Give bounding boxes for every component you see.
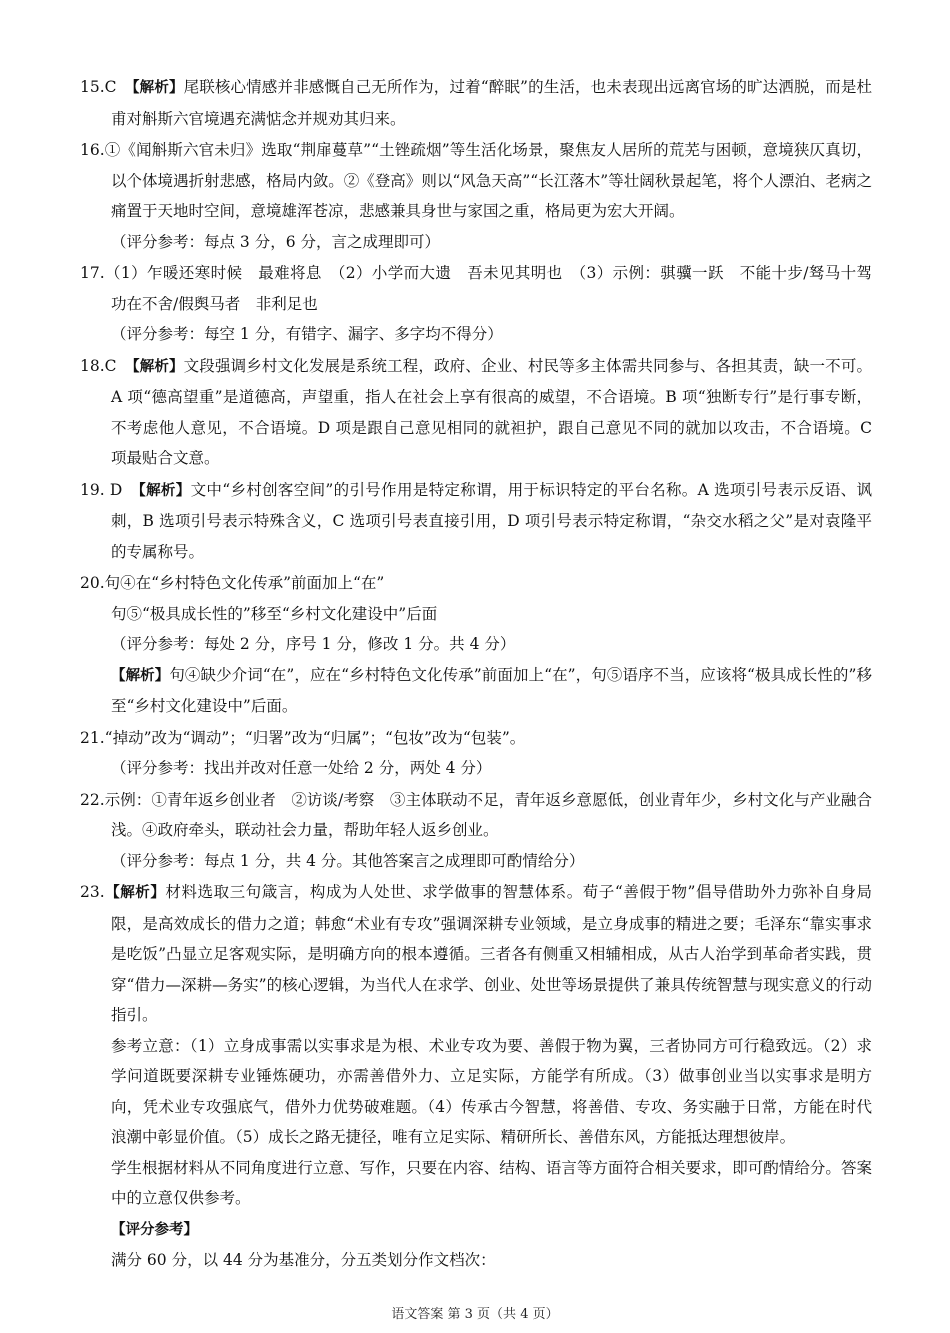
scoring-reference-heading bbox=[80, 1214, 872, 1246]
scoring-note: （评分参考：找出并改对任意一处给 2 分，两处 4 分） bbox=[111, 759, 492, 777]
answer-20-line2: 句⑤“极具成长性的”移至“乡村文化建设中”后面 bbox=[111, 604, 438, 623]
analysis-tag: 【解析】 bbox=[132, 80, 184, 96]
answer-20-line1: 20.句④在“乡村特色文化传承”前面加上“在” bbox=[80, 574, 385, 592]
answer-22: 22.示例：①青年返乡创业者 ②访谈/考察 ③主体联动不足，青年返乡意愿低，创业青年少，乡村文化与产业融合浅。④政府牵头，联动社会力量，帮助年轻人返乡创业。 bbox=[80, 790, 872, 839]
answer-16: 16.①《闻斛斯六官未归》选取“荆扉蔓草”“土锉疏烟”等生活化场景，聚焦友人居所的荒芜与困顿，意境狭仄真切，以个体境遇折射悲感，格局内敛。②《登高》则以“风急天高”“长江落木”等壮阔秋景起笔，将个人漂泊、老病之痛置于天地时空间，意境雄浑苍凉，悲感兼具身世与家国之重，格局更为宏大开阔。 bbox=[80, 141, 872, 220]
scoring-note: （评分参考：每空 1 分，有错字、漏字、多字均不得分） bbox=[111, 325, 503, 343]
answer-text: 句④缺少介词“在”，应在“乡村特色文化传承”前面加上“在”，句⑤语序不当，应该将“极具成长性的”移至“乡村文化建设中”后面。 bbox=[111, 665, 873, 715]
answer-text: 尾联核心情感并非感慨自己无所作为，过着“醉眠”的生活，也未表现出远离官场的旷达洒脱，而是杜甫对斛斯六官境遇充满惦念并规劝其归来。 bbox=[111, 78, 872, 128]
answer-23 bbox=[80, 877, 872, 1031]
answer-text: 材料选取三句箴言，构成为人处世、求学做事的智慧体系。荀子“善假于物”倡导借助外力弥补自身局限，是高效成长的借力之道；韩愈“术业有专攻”强调深耕专业领域，是立身成事的精进之要；毛泽东“靠实事求是吃饭”凸显立足客观实际，是明确方向的根本遵循。三者各有侧重又相辅相成，从古人治学到革命者实践，贯穿“借力—深耕—务实”的核心逻辑，为当代人在求学、创业、处世等场景提供了兼具传统智慧与现实意义的行动指引。 bbox=[111, 883, 873, 1024]
question-number: 19. D bbox=[80, 480, 123, 499]
scoring-note: （评分参考：每点 3 分，6 分，言之成理即可） bbox=[111, 232, 441, 251]
analysis-tag: 【解析】 bbox=[138, 482, 191, 499]
student-guidance: 学生根据材料从不同角度进行立意、写作，只要在内容、结构、语言等方面符合相关要求，即可酌情给分。答案中的立意仅供参考。 bbox=[111, 1158, 872, 1207]
answer-17: 17.（1）乍暖还寒时候 最难将息 （2）小学而大遗 吾未见其明也 （3）示例：骐骥一跃 不能十步/驽马十驾 功在不舍/假舆马者 非利足也 bbox=[80, 264, 888, 313]
scoring-tag: 【评分参考】 bbox=[111, 1221, 198, 1238]
question-number: 18.C bbox=[80, 356, 117, 375]
analysis-tag: 【解析】 bbox=[111, 667, 170, 684]
answer-text: 文中“乡村创客空间”的引号作用是特定称谓，用于标识特定的平台名称。A 选项引号表示反语、讽刺，B 选项引号表示特殊含义，C 选项引号表直接引用，D 项引号表示特定称谓，“杂交水稻之父”是对袁隆平的专属称号。 bbox=[111, 480, 872, 561]
reference-ideas: 参考立意：（1）立身成事需以实事求是为根、术业专攻为要、善假于物为翼，三者协同方可行稳致远。（2）求学问道既要深耕专业锤炼硬功，亦需善借外力、立足实际，方能学有所成。（3）做事创业当以实事求是明方向，凭术业专攻强底气，借外力优势破难题。（4）传承古今智慧，将善借、专攻、务实融于日常，方能在时代浪潮中彰显价值。（5）成长之路无捷径，唯有立足实际、精研所长、善借东风，方能抵达理想彼岸。 bbox=[111, 1036, 872, 1146]
question-number: 23. bbox=[80, 883, 105, 901]
answer-21: 21.“掉动”改为“调动”；“归署”改为“归属”；“包妆”改为“包装”。 bbox=[80, 728, 526, 747]
analysis-tag: 【解析】 bbox=[104, 885, 166, 901]
full-score-note: 满分 60 分，以 44 分为基准分，分五类划分作文档次： bbox=[111, 1251, 496, 1269]
analysis-tag: 【解析】 bbox=[132, 358, 184, 375]
answer-18 bbox=[80, 351, 872, 474]
scoring-note: （评分参考：每点 1 分，共 4 分。其他答案言之成理即可酌情给分） bbox=[111, 851, 585, 870]
answer-19 bbox=[80, 475, 872, 568]
answer-text: 文段强调乡村文化发展是系统工程，政府、企业、村民等多主体需共同参与、各担其责，缺一不可。A 项“德高望重”是道德高，声望重，指人在社会上享有很高的威望，不合语境。B 项“独断专行”是行事专断，不考虑他人意见，不合语境。D 项是跟自己意见相同的就袒护，跟自己意见不同的就加以攻击，不合语境。C 项最贴合文意。 bbox=[111, 356, 872, 467]
scoring-note: （评分参考：每处 2 分，序号 1 分，修改 1 分。共 4 分） bbox=[111, 635, 516, 653]
question-number: 15.C bbox=[80, 78, 117, 96]
answer-15 bbox=[80, 72, 872, 134]
answer-20-analysis bbox=[80, 660, 872, 722]
answer-content bbox=[80, 72, 888, 1276]
page-footer: 语文答案 第 3 页（共 4 页） bbox=[391, 1307, 559, 1322]
